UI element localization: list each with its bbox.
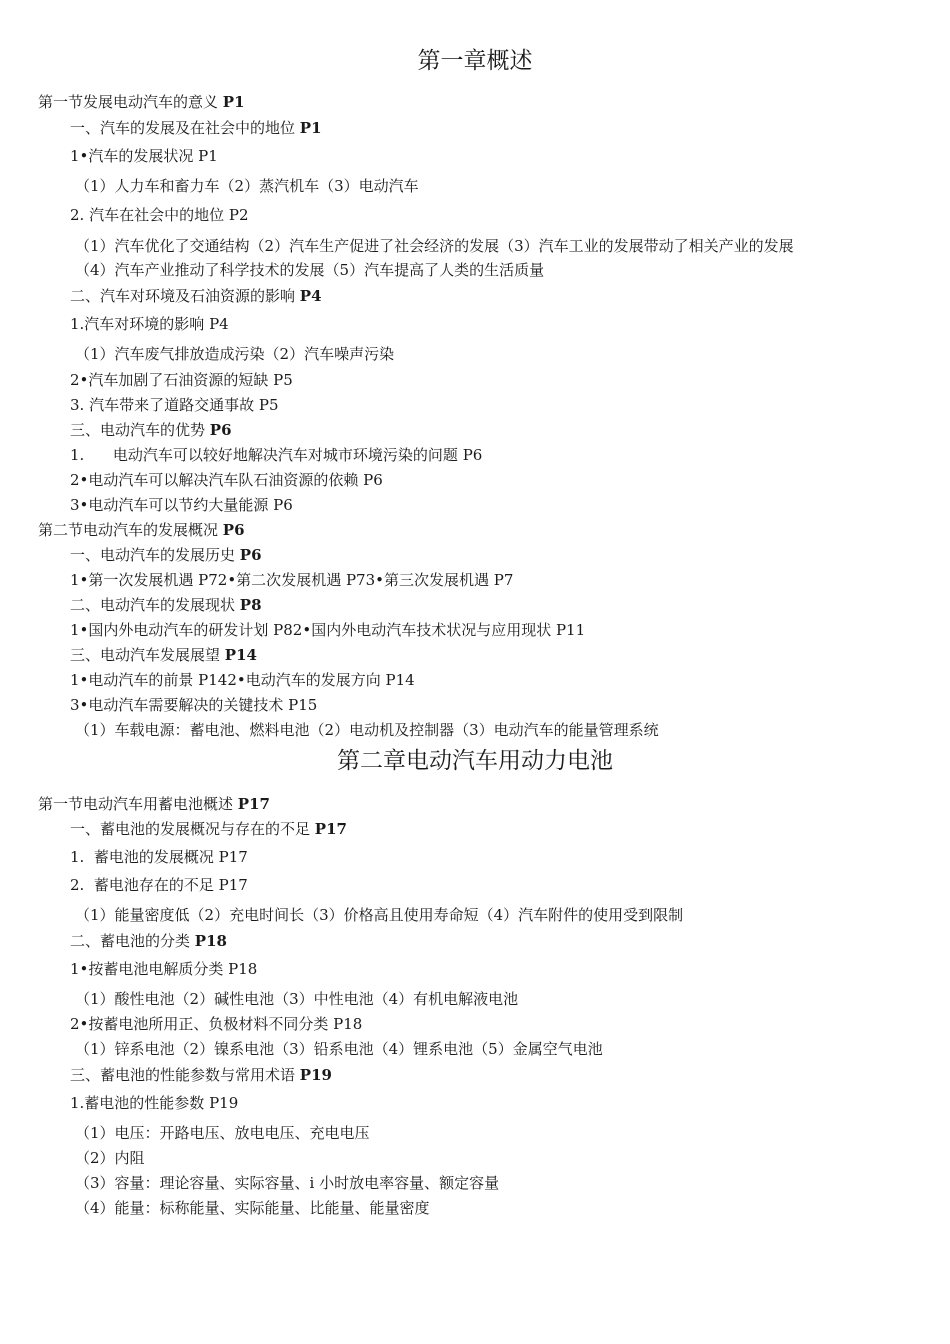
list-item: 2•汽车加剧了石油资源的短缺 P5 bbox=[70, 371, 293, 389]
list-item: 3•电动汽车可以节约大量能源 P6 bbox=[70, 496, 293, 514]
list-item: （4）能量：标称能量、实际能量、比能量、能量密度 bbox=[75, 1199, 430, 1217]
subsection-heading: 二、蓄电池的分类 P18 bbox=[70, 932, 227, 950]
list-item: （1）能量密度低（2）充电时间长（3）价格高且使用寿命短（4）汽车附件的使用受到限制 bbox=[75, 906, 684, 924]
list-item: 1•按蓄电池电解质分类 P18 bbox=[70, 960, 258, 978]
list-item: 1. 电动汽车可以较好地解决汽车对城市环境污染的问题 P6 bbox=[70, 446, 483, 464]
subsection-heading: 二、电动汽车的发展现状 P8 bbox=[70, 596, 262, 614]
list-item: （1）人力车和畜力车（2）蒸汽机车（3）电动汽车 bbox=[75, 177, 419, 195]
section-heading: 第一节发展电动汽车的意义 P1 bbox=[38, 93, 245, 111]
section-heading: 第二节电动汽车的发展概况 P6 bbox=[38, 521, 245, 539]
list-item: 1. 蓄电池的发展概况 P17 bbox=[70, 848, 248, 866]
list-item: 2. 蓄电池存在的不足 P17 bbox=[70, 876, 248, 894]
list-item: （1）车载电源：蓄电池、燃料电池（2）电动机及控制器（3）电动汽车的能量管理系统 bbox=[75, 721, 659, 739]
subsection-heading: 二、汽车对环境及石油资源的影响 P4 bbox=[70, 287, 322, 305]
subsection-heading: 一、汽车的发展及在社会中的地位 P1 bbox=[70, 119, 322, 137]
list-item: 2. 汽车在社会中的地位 P2 bbox=[70, 206, 249, 224]
list-item: 1.蓄电池的性能参数 P19 bbox=[70, 1094, 239, 1112]
subsection-heading: 三、蓄电池的性能参数与常用术语 P19 bbox=[70, 1066, 332, 1084]
subsection-heading: 一、蓄电池的发展概况与存在的不足 P17 bbox=[70, 820, 347, 838]
subsection-heading: 一、电动汽车的发展历史 P6 bbox=[70, 546, 262, 564]
list-item: （1）电压：开路电压、放电电压、充电电压 bbox=[75, 1124, 370, 1142]
list-item: 1•电动汽车的前景 P142•电动汽车的发展方向 P14 bbox=[70, 671, 415, 689]
list-item: （1）汽车废气排放造成污染（2）汽车噪声污染 bbox=[75, 345, 395, 363]
list-item: （1）汽车优化了交通结构（2）汽车生产促进了社会经济的发展（3）汽车工业的发展带动了相关产业的发展 bbox=[75, 237, 794, 255]
list-item: （1）酸性电池（2）碱性电池（3）中性电池（4）有机电解液电池 bbox=[75, 990, 519, 1008]
list-item: 1•国内外电动汽车的研发计划 P82•国内外电动汽车技术状况与应用现状 P11 bbox=[70, 621, 586, 639]
section-heading: 第一节电动汽车用蓄电池概述 P17 bbox=[38, 795, 270, 813]
list-item: 2•按蓄电池所用正、负极材料不同分类 P18 bbox=[70, 1015, 363, 1033]
list-item: （2）内阻 bbox=[75, 1149, 145, 1167]
list-item: 3•电动汽车需要解决的关键技术 P15 bbox=[70, 696, 318, 714]
list-item: （3）容量：理论容量、实际容量、i 小时放电率容量、额定容量 bbox=[75, 1174, 500, 1192]
chapter-1-title: 第一章概述 bbox=[417, 48, 533, 74]
chapter-2-title: 第二章电动汽车用动力电池 bbox=[337, 748, 613, 774]
subsection-heading: 三、电动汽车发展展望 P14 bbox=[70, 646, 257, 664]
list-item: （1）锌系电池（2）镍系电池（3）铅系电池（4）锂系电池（5）金属空气电池 bbox=[75, 1040, 603, 1058]
list-item: 2•电动汽车可以解决汽车队石油资源的依赖 P6 bbox=[70, 471, 383, 489]
list-item: 1•第一次发展机遇 P72•第二次发展机遇 P73•第三次发展机遇 P7 bbox=[70, 571, 514, 589]
list-item: 1•汽车的发展状况 P1 bbox=[70, 147, 218, 165]
subsection-heading: 三、电动汽车的优势 P6 bbox=[70, 421, 232, 439]
list-item: 3. 汽车带来了道路交通事故 P5 bbox=[70, 396, 279, 414]
list-item: 1.汽车对环境的影响 P4 bbox=[70, 315, 229, 333]
list-item: （4）汽车产业推动了科学技术的发展（5）汽车提高了人类的生活质量 bbox=[75, 261, 545, 279]
